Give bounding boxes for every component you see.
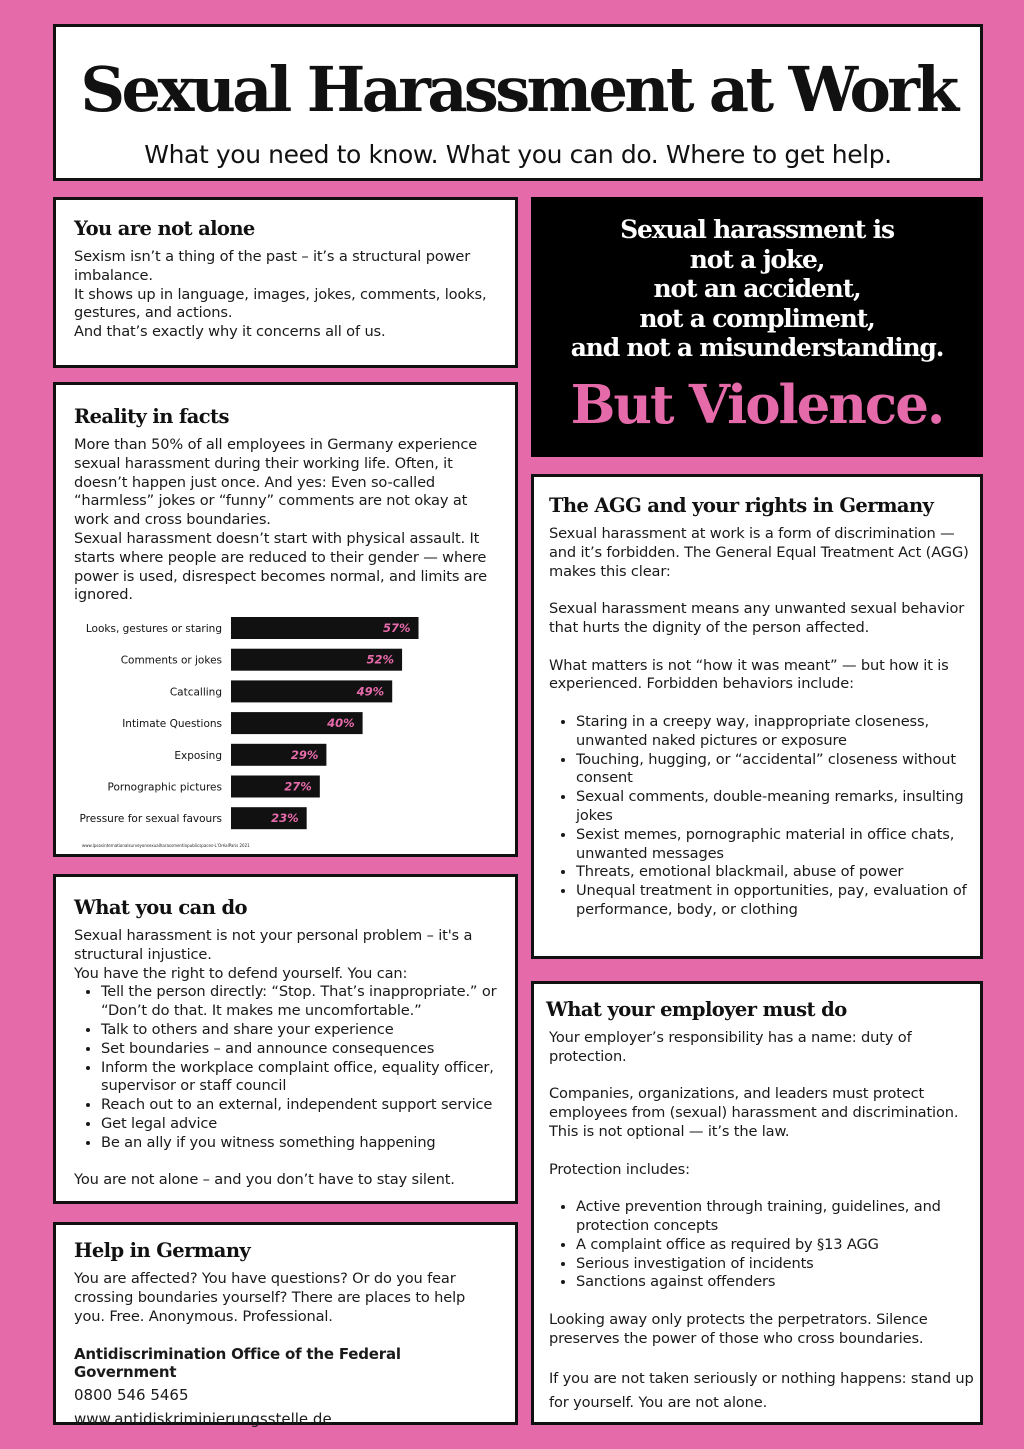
help-organization: Antidiscrimination Office of the Federal Government [74,1345,401,1382]
list-item: • Active prevention through training, guidelines, and protection concepts [576,1198,974,1236]
help-text: You are affected? You have questions? Or do you fear crossing boundaries yourself? There are places to help you. Free. Anonymous. Professional. [74,1270,466,1325]
can-do-heading: What you can do [74,896,247,919]
list-item: • A complaint office as required by §13 AGG [576,1236,974,1255]
not-alone-line: Sexism isn’t a thing of the past – it’s a structural power imbalance. [74,248,471,284]
agg-paragraph: Sexual harassment at work is a form of discrimination — and it’s forbidden. The General Equal Treatment Act (AGG) makes this clear: [549,525,969,580]
list-item: • Sexual comments, double-meaning remarks, insulting jokes [576,788,972,826]
can-do-list [74,983,509,1152]
agg-paragraph: Sexual harassment means any unwanted sexual behavior that hurts the dignity of the person affected. [549,600,965,636]
slogan-line: not an accident, [653,274,861,303]
agg-list [549,713,972,920]
chart-value-label: 49% [356,684,385,699]
help-phone[interactable]: 0800 546 5465 [74,1386,189,1405]
list-item: • Talk to others and share your experience [101,1021,509,1040]
facts-panel [53,382,518,857]
list-item: • Be an ally if you witness something happening [101,1134,509,1153]
slogan-lines [534,215,980,363]
employer-paragraph: Protection includes: [549,1160,690,1178]
help-heading: Help in Germany [74,1239,251,1262]
employer-paragraph: Companies, organizations, and leaders must protect employees from (sexual) harassment and discrimination. This is not optional — it’s the law. [549,1085,959,1140]
chart-category-label: Comments or jokes [120,654,222,667]
employer-paragraph: If you are not taken seriously or nothing happens: stand up for yourself. You are not alone. [549,1370,974,1412]
can-do-intro: Sexual harassment is not your personal problem – it's a structural injustice. [74,927,473,963]
slogan-line: not a compliment, [639,303,875,333]
agg-panel [531,474,983,959]
agg-heading: The AGG and your rights in Germany [549,494,934,517]
list-item: • Reach out to an external, independent support service [101,1096,509,1115]
list-item: • Inform the workplace complaint office, equality officer, supervisor or staff council [101,1059,509,1097]
list-item: • Threats, emotional blackmail, abuse of power [576,863,972,882]
list-item: • Staring in a creepy way, inappropriate closeness, unwanted naked pictures or exposure [576,713,972,751]
chart-category-label: Catcalling [169,686,222,699]
employer-heading: What your employer must do [546,998,847,1021]
help-website-link[interactable]: www.antidiskriminierungsstelle.de [74,1410,332,1429]
list-item: • Tell the person directly: “Stop. That’s inappropriate.” or “Don’t do that. It makes me uncomfortable.” [101,983,509,1021]
help-panel [53,1222,518,1429]
chart-source: www.lpsosinternationalsurveyonsexualharassmentinpublicspaces-L’OréalParis 2021 [82,843,250,848]
list-item: • Sanctions against offenders [576,1273,974,1292]
chart-value-label: 52% [366,652,395,667]
chart-category-label: Intimate Questions [122,718,222,731]
page-title: Sexual Harassment at Work [80,53,956,126]
chart-value-label: 23% [271,811,299,826]
employer-list [549,1198,974,1292]
can-do-intro: You have the right to defend yourself. You can: [74,964,408,982]
facts-heading: Reality in facts [74,405,229,428]
chart-category-label: Pressure for sexual favours [79,813,222,826]
harassment-bar-chart [76,615,496,855]
not-alone-panel [53,197,518,368]
list-item: • Unequal treatment in opportunities, pay, evaluation of performance, body, or clothing [576,882,972,920]
chart-value-label: 27% [284,779,312,794]
not-alone-heading: You are not alone [74,217,255,240]
slogan-panel [531,197,983,457]
facts-paragraph: More than 50% of all employees in Germany experience sexual harassment during their working life. Often, it doesn’t happen just once. And yes: Even so-called “harmless” jokes or “funny” comments are not okay at work and cross boundaries. [74,436,478,529]
page-subtitle: What you need to know. What you can do. Where to get help. [144,140,892,169]
chart-value-label: 40% [327,716,355,731]
list-item: • Serious investigation of incidents [576,1255,974,1274]
employer-paragraph: Your employer’s responsibility has a name: duty of protection. [549,1029,912,1065]
list-item: • Touching, hugging, or “accidental” closeness without consent [576,751,972,789]
can-do-panel [53,874,518,1204]
list-item: • Get legal advice [101,1115,509,1134]
list-item: • Sexist memes, pornographic material in office chats, unwanted messages [576,826,972,864]
slogan-line: and not a misunderstanding. [570,333,944,362]
slogan-line: not a joke, [689,244,825,274]
chart-category-label: Looks, gestures or staring [85,623,222,635]
not-alone-line: It shows up in language, images, jokes, comments, looks, gestures, and actions. [74,285,487,322]
chart-category-label: Exposing [174,749,222,762]
header-panel [53,24,983,181]
agg-paragraph: What matters is not “how it was meant” — but how it is experienced. Forbidden behaviors include: [549,656,949,693]
chart-value-label: 29% [290,747,319,762]
facts-paragraph: Sexual harassment doesn’t start with physical assault. It starts where people are reduced to their gender — where power is used, disrespect becomes normal, and limits are ignored. [74,529,487,604]
chart-category-label: Pornographic pictures [107,781,222,794]
not-alone-line: And that’s exactly why it concerns all of us. [74,323,386,341]
list-item: • Set boundaries – and announce consequences [101,1040,509,1059]
can-do-outro: You are not alone – and you don’t have to stay silent. [74,1171,455,1189]
employer-panel [531,981,983,1425]
slogan-emphasis: But Violence. [570,373,944,436]
chart-value-label: 57% [382,621,411,635]
slogan-line: Sexual harassment is [620,215,894,244]
employer-paragraph: Looking away only protects the perpetrators. Silence preserves the power of those who cross boundaries. [549,1310,928,1347]
